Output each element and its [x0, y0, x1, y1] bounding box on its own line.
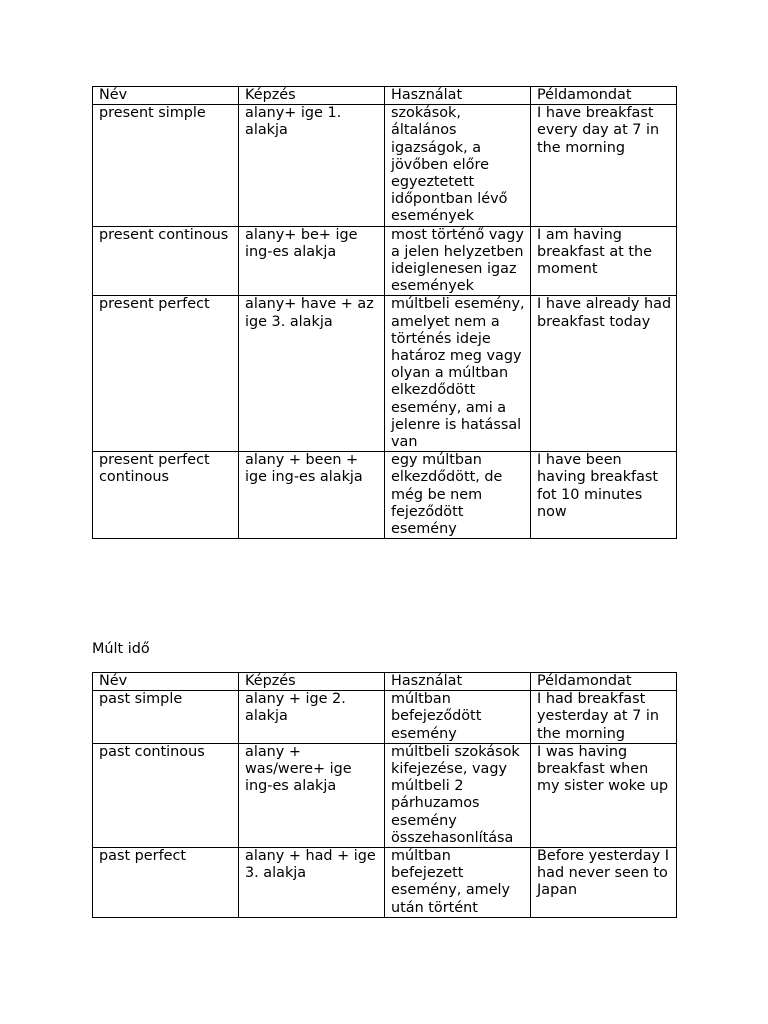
cell-formation: alany + had + ige 3. alakja: [239, 848, 385, 918]
cell-formation: alany + ige 2. alakja: [239, 691, 385, 744]
cell-name: past continous: [93, 743, 239, 847]
table-row: [93, 452, 677, 539]
table-header-row: [93, 87, 677, 105]
cell-name: past perfect: [93, 848, 239, 918]
cell-example: Before yesterday I had never seen to Japan: [531, 848, 677, 918]
table-row: [93, 105, 677, 226]
cell-formation: alany+ be+ ige ing-es alakja: [239, 226, 385, 296]
cell-example: I have been having breakfast fot 10 minutes now: [531, 452, 677, 539]
cell-name: present simple: [93, 105, 239, 226]
cell-name: present continous: [93, 226, 239, 296]
cell-example: I had breakfast yesterday at 7 in the morning: [531, 691, 677, 744]
cell-usage: szokások, általános igazságok, a jövőben előre egyeztetett időpontban lévő események: [385, 105, 531, 226]
table-row: [93, 848, 677, 918]
header-cell-example: Példamondat: [531, 87, 677, 105]
header-cell-formation: Képzés: [239, 673, 385, 691]
header-cell-formation: Képzés: [239, 87, 385, 105]
cell-example: I have breakfast every day at 7 in the morning: [531, 105, 677, 226]
header-cell-usage: Használat: [385, 673, 531, 691]
header-cell-usage: Használat: [385, 87, 531, 105]
cell-usage: múltban befejezett esemény, amely után történt: [385, 848, 531, 918]
cell-name: present perfect: [93, 296, 239, 452]
header-cell-name: Név: [93, 87, 239, 105]
cell-example: I am having breakfast at the moment: [531, 226, 677, 296]
past-tenses-table: [92, 672, 677, 918]
cell-formation: alany + was/were+ ige ing-es alakja: [239, 743, 385, 847]
table-row: [93, 226, 677, 296]
table-row: [93, 691, 677, 744]
cell-usage: egy múltban elkezdődött, de még be nem fejeződött esemény: [385, 452, 531, 539]
cell-formation: alany+ ige 1. alakja: [239, 105, 385, 226]
cell-formation: alany + been + ige ing-es alakja: [239, 452, 385, 539]
table-row: [93, 296, 677, 452]
cell-name: present perfect continous: [93, 452, 239, 539]
table-row: [93, 743, 677, 847]
cell-name: past simple: [93, 691, 239, 744]
cell-formation: alany+ have + az ige 3. alakja: [239, 296, 385, 452]
present-tenses-table: [92, 86, 677, 539]
cell-example: I have already had breakfast today: [531, 296, 677, 452]
table-header-row: [93, 673, 677, 691]
past-tense-heading: Múlt idő: [92, 641, 150, 657]
cell-usage: múltban befejeződött esemény: [385, 691, 531, 744]
cell-usage: most történő vagy a jelen helyzetben ideiglenesen igaz események: [385, 226, 531, 296]
header-cell-name: Név: [93, 673, 239, 691]
cell-usage: múltbeli szokások kifejezése, vagy múltbeli 2 párhuzamos esemény összehasonlítása: [385, 743, 531, 847]
header-cell-example: Példamondat: [531, 673, 677, 691]
cell-usage: múltbeli esemény, amelyet nem a történés ideje határoz meg vagy olyan a múltban elkezdődött esemény, ami a jelenre is hatással van: [385, 296, 531, 452]
cell-example: I was having breakfast when my sister woke up: [531, 743, 677, 847]
